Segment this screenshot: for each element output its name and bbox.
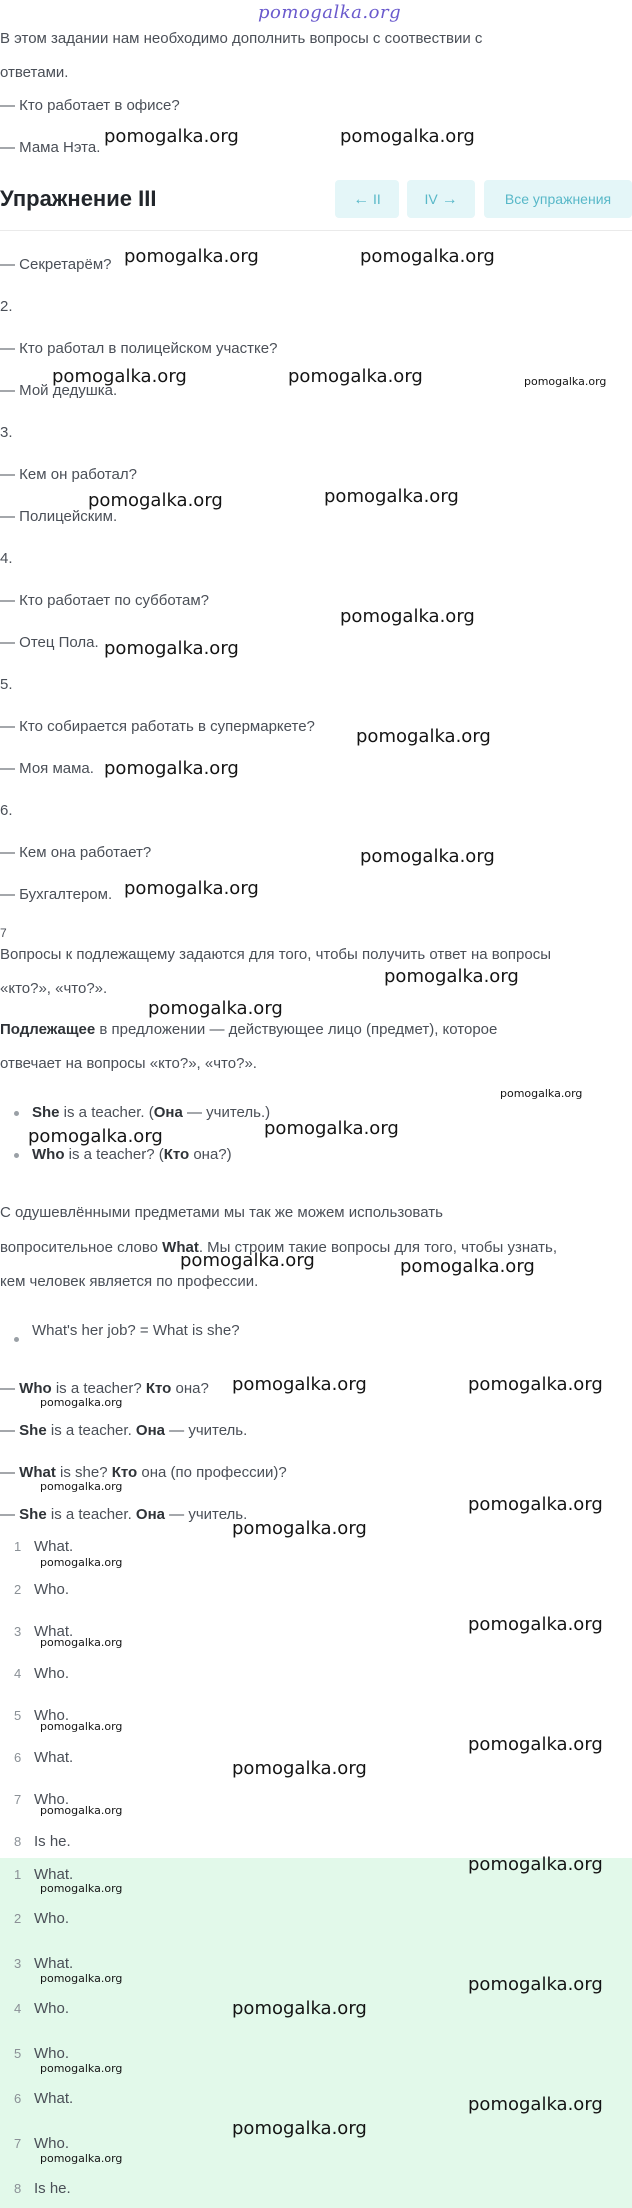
bold-word: Who [32,1146,65,1163]
watermark: pomogalka.org [124,246,259,267]
watermark: pomogalka.org [468,1614,603,1635]
bold-word: Она [135,1422,165,1439]
watermark: pomogalka.org [124,878,259,899]
bold-word: Она [153,1104,183,1121]
list-text: Who. [34,1791,70,1808]
list-item [0,1665,69,1682]
watermark: pomogalka.org [468,1374,603,1395]
plain-text: — [0,1380,20,1397]
watermark: pomogalka.org [324,486,459,507]
plain-text: . Мы строим такие вопросы для того, чтобы узнать, [198,1239,557,1256]
list-item [0,1581,69,1598]
dialog-line: — Бухгалтером. [0,886,113,903]
list-number: 6 [14,1750,22,1765]
bullet-item: What's her job? = What is she? [32,1322,240,1339]
dialog-number: 6. [0,802,13,819]
watermark: pomogalka.org [88,490,223,511]
example-line [0,1506,247,1523]
plain-text: она (по профессии)? [137,1464,287,1481]
watermark: pomogalka.org [360,246,495,267]
watermark: pomogalka.org [148,998,283,1019]
list-number: 7 [14,1792,22,1807]
watermark-small: pomogalka.org [40,1556,123,1569]
watermark: pomogalka.org [340,126,475,147]
next-exercise-label: IV [424,191,438,207]
plain-text: — учитель.) [182,1104,271,1121]
list-number: 1 [14,1539,22,1554]
rule-paragraph-line: кем человек является по профессии. [0,1273,259,1290]
list-number: 8 [14,1834,22,1849]
prev-exercise-button[interactable] [335,180,399,218]
watermark-small: pomogalka.org [40,1480,123,1493]
arrow-right-icon: → [441,191,458,208]
watermark: pomogalka.org [468,1734,603,1755]
exercise-header [0,170,632,231]
list-item [0,1866,73,1883]
list-number: 3 [14,1956,22,1971]
list-item [0,2045,69,2062]
watermark: pomogalka.org [104,126,239,147]
bold-word: What [19,1464,56,1481]
watermark: pomogalka.org [468,1854,603,1875]
watermark: pomogalka.org [360,846,495,867]
arrow-left-icon: ← [353,191,370,208]
list-number: 5 [14,1708,22,1723]
site-logo[interactable]: pomogalka.org [258,2,402,23]
bold-word: She [19,1422,47,1439]
list-number: 1 [14,1867,22,1882]
list-text: Who. [34,2045,70,2062]
bullet-item [32,1146,232,1163]
plain-text: is a teacher. [46,1506,136,1523]
rule-paragraph-line: отвечает на вопросы «кто?», «что?». [0,1055,257,1072]
list-item [0,1910,69,1927]
bold-word: She [19,1506,47,1523]
watermark-small: pomogalka.org [500,1087,583,1100]
plain-text: — учитель. [164,1506,248,1523]
list-text: Who. [34,1707,70,1724]
dialog-line: — Кто работает в офисе? [0,97,180,114]
list-text: What. [34,1538,74,1555]
example-line [0,1464,287,1481]
plain-text: — [0,1422,20,1439]
watermark: pomogalka.org [400,1256,535,1277]
term-bold: Подлежащее [0,1021,96,1038]
list-number: 8 [14,2181,22,2196]
plain-text: вопросительное слово [0,1239,163,1256]
bold-word: What [162,1239,199,1256]
list-text: Who. [34,2135,70,2152]
bullet-dot [14,1337,19,1342]
plain-text: она? [171,1380,209,1397]
plain-text: is a teacher. [46,1422,136,1439]
watermark: pomogalka.org [232,1374,367,1395]
list-text: Who. [34,1581,70,1598]
list-text: What. [34,2090,74,2107]
dialog-line: — Кем он работал? [0,466,137,483]
bold-word: Кто [145,1380,172,1397]
all-exercises-button[interactable]: Все упражнения [484,180,632,218]
watermark: pomogalka.org [232,1518,367,1539]
dialog-line: — Мама Нэта. [0,139,101,156]
example-line [0,1380,209,1397]
list-item [0,2135,69,2152]
list-text: Who. [34,1910,70,1927]
list-number: 3 [14,1624,22,1639]
dialog-line: — Секретарём? [0,256,112,273]
list-number: 5 [14,2046,22,2061]
dialog-number: 5. [0,676,13,693]
plain-text: is a teacher? ( [64,1146,164,1163]
dialog-line: — Моя мама. [0,760,94,777]
list-text: Who. [34,2000,70,2017]
dialog-line: — Отец Пола. [0,634,99,651]
dialog-number: 2. [0,298,13,315]
dialog-number: 4. [0,550,13,567]
plain-text: is a teacher? [51,1380,146,1397]
watermark: pomogalka.org [232,1758,367,1779]
watermark-small: pomogalka.org [40,1972,123,1985]
watermark: pomogalka.org [104,638,239,659]
watermark-small: pomogalka.org [40,1804,123,1817]
list-text: Is he. [34,2180,71,2197]
rule-paragraph-line: Вопросы к подлежащему задаются для того, чтобы получить ответ на вопросы [0,946,551,963]
dialog-line: — Кем она работает? [0,844,152,861]
list-text: What. [34,1749,74,1766]
list-item [0,2000,69,2017]
list-text: What. [34,1955,74,1972]
list-item [0,2180,71,2197]
list-number: 2 [14,1582,22,1597]
bold-word: She [32,1104,60,1121]
list-item [0,1833,71,1850]
watermark: pomogalka.org [264,1118,399,1139]
list-text: What. [34,1866,74,1883]
watermark: pomogalka.org [232,1998,367,2019]
bullet-dot [14,1153,19,1158]
watermark: pomogalka.org [52,366,187,387]
dialog-line: — Кто работает по субботам? [0,592,210,609]
watermark-small: pomogalka.org [40,2152,123,2165]
next-exercise-button[interactable] [407,180,475,218]
watermark-small: pomogalka.org [40,1882,123,1895]
plain-text: is she? [55,1464,112,1481]
example-line [0,1422,247,1439]
rule-paragraph-line: «кто?», «что?». [0,980,108,997]
plain-text: она?) [189,1146,232,1163]
bold-word: Кто [163,1146,190,1163]
dialog-line: — Кто собирается работать в супермаркете? [0,718,315,735]
plain-text: is a teacher. ( [59,1104,154,1121]
bold-word: Кто [111,1464,138,1481]
list-item [0,1955,73,1972]
rule-paragraph-line: С одушевлёнными предметами мы так же можем использовать [0,1204,443,1221]
list-number: 4 [14,1666,22,1681]
watermark-small: pomogalka.org [40,2062,123,2075]
bullet-item [32,1104,270,1121]
dialog-line: — Кто работал в полицейском участке? [0,340,278,357]
dialog-line: — Мой дедушка. [0,382,118,399]
list-text: Is he. [34,1833,71,1850]
prev-exercise-label: II [373,191,381,207]
rule-paragraph-line [0,1021,497,1038]
watermark-small: pomogalka.org [524,375,607,388]
plain-text: — [0,1464,20,1481]
intro-line-2: ответами. [0,64,69,81]
watermark: pomogalka.org [232,2118,367,2139]
watermark-small: pomogalka.org [40,1636,123,1649]
exercise-title: Упражнение III [0,186,157,211]
list-number: 2 [14,1911,22,1926]
list-number: 6 [14,2091,22,2106]
watermark: pomogalka.org [288,366,423,387]
list-text: What. [34,1623,74,1640]
watermark: pomogalka.org [468,2094,603,2115]
plain-text: — [0,1506,20,1523]
watermark: pomogalka.org [340,606,475,627]
bold-word: Who [19,1380,52,1397]
dialog-line: — Полицейским. [0,508,118,525]
watermark: pomogalka.org [180,1250,315,1271]
watermark: pomogalka.org [384,966,519,987]
dialog-number: 3. [0,424,13,441]
section-number: 7 [0,926,7,940]
list-number: 7 [14,2136,22,2151]
rule-text: в предложении — действующее лицо (предмет), которое [95,1021,498,1038]
watermark: pomogalka.org [356,726,491,747]
watermark: pomogalka.org [468,1494,603,1515]
list-text: Who. [34,1665,70,1682]
bullet-dot [14,1111,19,1116]
list-item [0,1538,73,1555]
list-number: 4 [14,2001,22,2016]
watermark: pomogalka.org [104,758,239,779]
watermark-small: pomogalka.org [40,1396,123,1409]
plain-text: — учитель. [164,1422,248,1439]
watermark-small: pomogalka.org [40,1720,123,1733]
bold-word: Она [135,1506,165,1523]
watermark: pomogalka.org [468,1974,603,1995]
watermark: pomogalka.org [28,1126,163,1147]
intro-line-1: В этом задании нам необходимо дополнить вопросы с соотвествии с [0,30,483,47]
list-item [0,2090,73,2107]
list-item [0,1749,73,1766]
